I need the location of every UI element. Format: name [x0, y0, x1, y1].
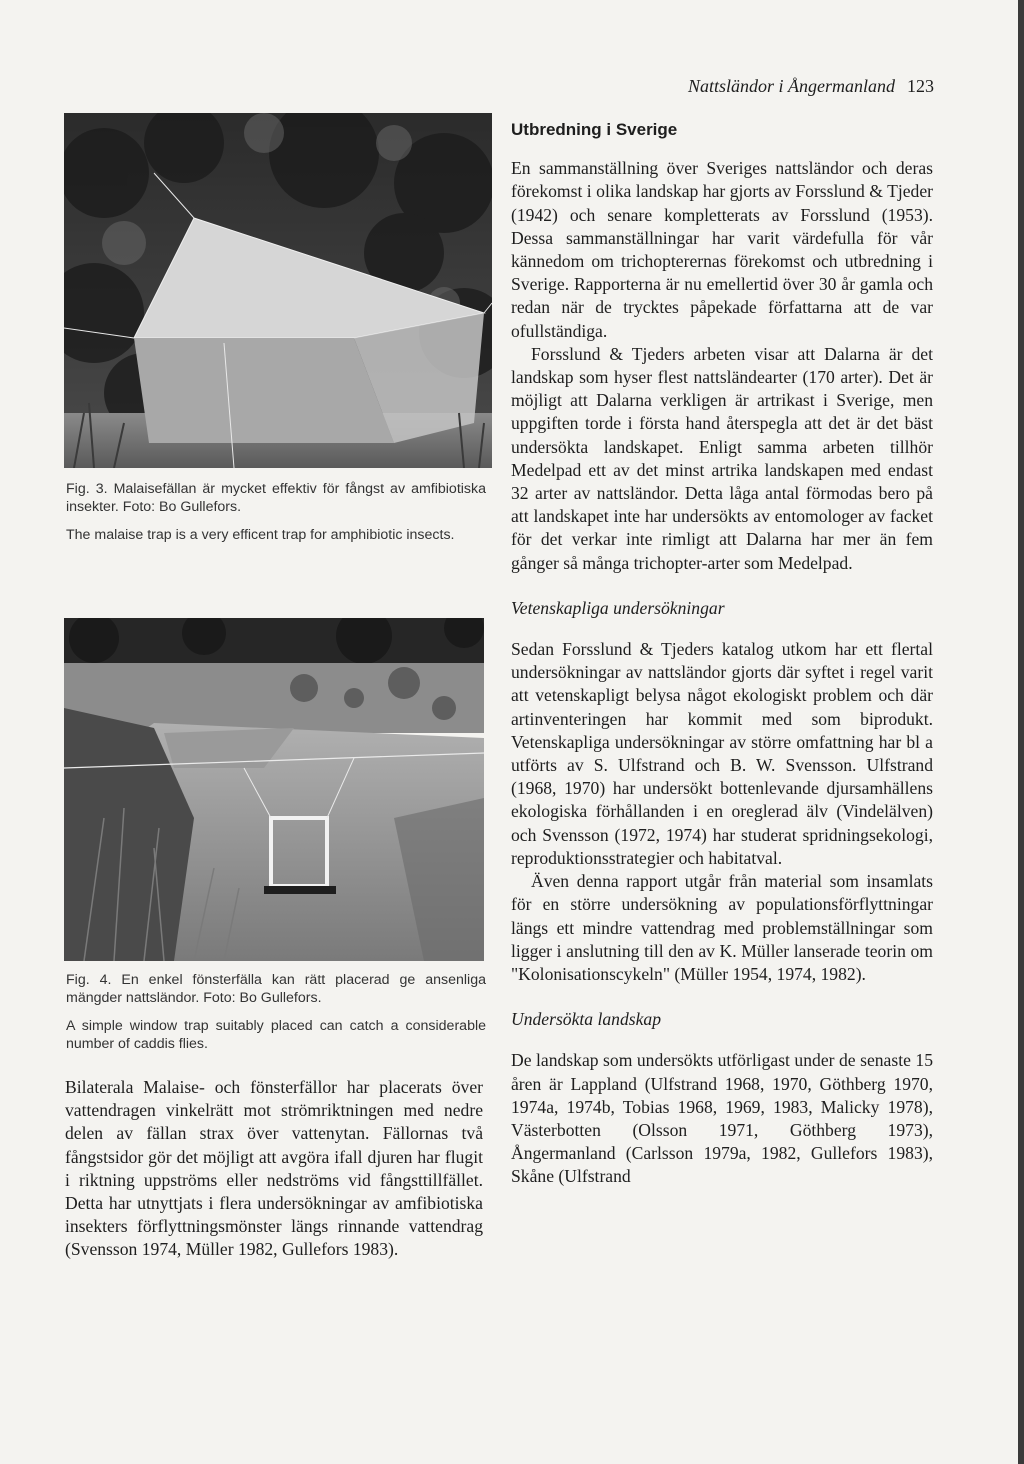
figure-4-caption-english: A simple window trap suitably placed can catch a considerable number of caddis flies. [66, 1018, 486, 1052]
figure-3-caption-swedish: Fig. 3. Malaisefällan är mycket effektiv för fångst av amfibiotiska insekter. Foto: Bo Gullefors. [66, 481, 486, 515]
section-heading: Utbredning i Sverige [511, 120, 678, 139]
paragraph-4: Även denna rapport utgår från material som insamlats för en större undersökning av populationsförflyttningar längs ett mindre vattendrag med problemställningar som ligger i anslutning till den av K. Müller lanserade teorin om "Kolonisationscykeln" (Müller 1954, 1974, 1982). [511, 871, 933, 984]
paragraph-3: Sedan Forsslund & Tjeders katalog utkom har ett flertal undersökningar av nattsländor gjorts där syftet i regel varit att vetenskapligt belysa något ekologiskt problem och där artinventeringen har kommit med som biprodukt. Vetenskapliga undersökningar av större omfattning har bl a utförts av S. Ulfstrand och B. W. Svensson. Ulfstrand (1968, 1970) har undersökt bottenlevande djursamhällens ekologiska förhållanden i en oreglerad älv (Vindelälven) och Svensson (1972, 1974) har studerat spridningsekologi, reproduktionsstrategier och habitatval. [511, 639, 933, 868]
left-paragraph: Bilaterala Malaise- och fönsterfällor har placerats över vattendragen vinkelrätt mot strömriktningen med nedre delen av fällan strax över vattenytan. Fällornas två fångstsidor gör det möjligt att avgöra ifall djuren har flugit i riktning uppströms eller nedströms vid fångsttillfället. Detta har utnyttjats i flera undersökningar av amfibiotiska insekters förflyttningsmönster längs rinnande vattendrag (Svensson 1974, Müller 1982, Gullefors 1983). [65, 1077, 483, 1260]
page-number: 123 [907, 76, 934, 96]
running-header [510, 76, 934, 97]
figure-4-caption [66, 971, 486, 1063]
subheading-vetenskapliga: Vetenskapliga undersökningar [511, 597, 725, 618]
figure-4-caption-swedish: Fig. 4. En enkel fönsterfälla kan rätt placerad ge ansenliga mängder nattsländor. Foto: Bo Gullefors. [66, 972, 486, 1006]
figure-3-caption-english: The malaise trap is a very efficent trap for amphibiotic insects. [66, 527, 455, 543]
left-column [65, 1076, 483, 1262]
right-column [511, 118, 933, 1189]
figure-3-photo [64, 113, 492, 468]
paragraph-2: Forsslund & Tjeders arbeten visar att Dalarna är det landskap som hyser flest nattsländearter (170 arter). Det är möjligt att Dalarna verkligen är artrikast i Sverige, men uppgiften torde i första hand återspegla att det är det bäst undersökta landskapet. Enligt samma arbeten tillhör Medelpad ett av det minst artrika landskapen med endast 32 arter av nattsländor. Detta låga antal förmodas bero på att landskapet inte har undersökts av entomologer av facket för det verkar inte rimligt att Dalarna har mer än fem gånger så många trichopter-arter som Medelpad. [511, 343, 933, 573]
page-edge [1018, 0, 1024, 1464]
figure-3-caption [66, 480, 486, 554]
figure-4-photo [64, 618, 484, 961]
subheading-undersokta: Undersökta landskap [511, 1009, 662, 1030]
paragraph-1: En sammanställning över Sveriges nattsländor och deras förekomst i olika landskap har gjorts av Forsslund & Tjeder (1942) och senare kompletterats av Forsslund (1953). Dessa sammanställningar har varit värdefulla för vår kännedom om trichopterernas förekomst och utbredning i Sverige. Rapporterna är nu emellertid över 30 år gamla och redan när de trycktes påpekade författarna att de var ofullständiga. [511, 158, 933, 341]
paragraph-5: De landskap som undersökts utförligast under de senaste 15 åren är Lappland (Ulfstrand 1968, 1970, Göthberg 1970, 1974a, 1974b, Tobias 1968, 1969, 1983, Malicky 1978), Västerbotten (Olsson 1971, Göthberg 1973), Ångermanland (Carlsson 1979a, 1982, Gullefors 1983), Skåne (Ulfstrand [511, 1050, 933, 1187]
running-title: Nattsländor i Ångermanland [687, 76, 895, 96]
